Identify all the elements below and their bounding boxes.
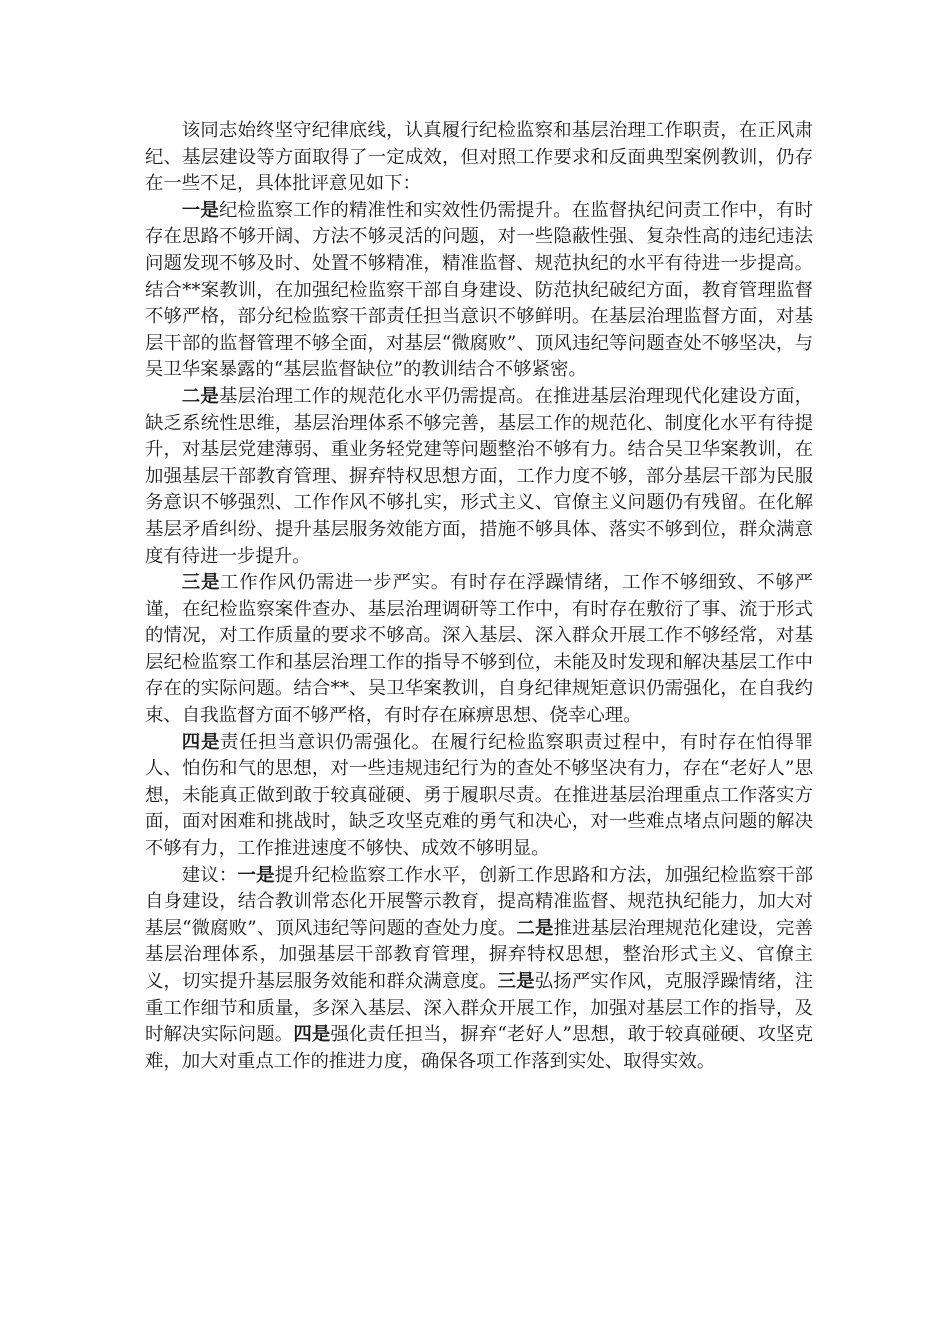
point-text: 基层治理工作的规范化水平仍需提高。在推进基层治理现代化建设方面，缺乏系统性思维，基层治理体系不够完善，基层工作的规范化、制度化水平有待提升，对基层党建薄弱、重业务轻党建等问题整治不够有力。结合吴卫华案教训，在加强基层干部教育管理、摒弃特权思想方面，工作力度不够，部分基层干部为民服务意识不够强烈、工作作风不够扎实，形式主义、官僚主义问题仍有残留。在化解基层矛盾纠纷、提升基层服务效能方面，措施不够具体、落实不够到位，群众满意度有待进一步提升。 <box>145 385 813 567</box>
suggestion-lead: 二是 <box>516 917 554 939</box>
point-lead: 三是 <box>181 572 221 594</box>
criticism-point-4 <box>145 730 813 863</box>
suggestion-lead: 四是 <box>293 1024 331 1046</box>
suggestion-prefix: 建议： <box>181 864 238 886</box>
point-lead: 二是 <box>181 385 219 407</box>
suggestion-text: 推进基层治理规范化建设，完善基层治理体系，加强基层干部教育管理，摒弃特权思想，整治形式主义、官僚主义，切实提升基层服务效能和群众满意度。 <box>145 917 813 992</box>
suggestion-text: 提升纪检监察工作水平，创新工作思路和方法，加强纪检监察干部自身建设，结合教训常态化开展警示教育，提高精准监督、规范执纪能力，加大对基层“微腐败”、顶风违纪等问题的查处力度。 <box>145 864 813 939</box>
intro-paragraph: 该同志始终坚守纪律底线，认真履行纪检监察和基层治理工作职责，在正风肃纪、基层建设等方面取得了一定成效，但对照工作要求和反面典型案例教训，仍存在一些不足，具体批评意见如下： <box>145 120 813 195</box>
suggestion-lead: 三是 <box>497 971 535 992</box>
criticism-point-1 <box>145 198 813 384</box>
criticism-point-3 <box>145 570 813 730</box>
suggestion-lead: 一是 <box>237 864 275 886</box>
point-lead: 四是 <box>181 731 221 753</box>
document-body <box>145 118 813 1075</box>
point-text: 工作作风仍需进一步严实。有时存在浮躁情绪，工作不够细致、不够严谨，在纪检监察案件查办、基层治理调研等工作中，有时存在敷衍了事、流于形式的情况，对工作质量的要求不够高。深入基层、深入群众开展工作不够经常，对基层纪检监察工作和基层治理工作的指导不够到位，未能及时发现和解决基层工作中存在的实际问题。结合**、吴卫华案教训，自身纪律规矩意识仍需强化，在自我约束、自我监督方面不够严格，有时存在麻痹思想、侥幸心理。 <box>145 572 813 727</box>
point-lead: 一是 <box>181 199 219 221</box>
point-text: 纪检监察工作的精准性和实效性仍需提升。在监督执纪问责工作中，有时存在思路不够开阔、方法不够灵活的问题，对一些隐蔽性强、复杂性高的违纪违法问题发现不够及时、处置不够精准，精准监督、规范执纪的水平有待进一步提高。结合**案教训，在加强纪检监察干部自身建设、防范执纪破纪方面，教育管理监督不够严格，部分纪检监察干部责任担当意识不够鲜明。在基层治理监督方面，对基层干部的监督管理不够全面，对基层“微腐败”、顶风违纪等问题查处不够坚决，与吴卫华案暴露的“基层监督缺位”的教训结合不够紧密。 <box>145 199 813 381</box>
suggestion-text: 强化责任担当，摒弃“老好人”思想，敢于较真碰硬、攻坚克难，加大对重点工作的推进力度，确保各项工作落到实处、取得实效。 <box>145 1024 813 1072</box>
suggestion-paragraph <box>145 863 813 1076</box>
suggestion-text: 弘扬严实作风，克服浮躁情绪，注重工作细节和质量，多深入基层、深入群众开展工作，加强对基层工作的指导，及时解决实际问题。 <box>145 971 813 1046</box>
criticism-point-2 <box>145 384 813 570</box>
point-text: 责任担当意识仍需强化。在履行纪检监察职责过程中，有时存在怕得罪人、怕伤和气的思想，对一些违规违纪行为的查处不够坚决有力，存在“老好人”思想，未能真正做到敢于较真碰硬、勇于履职尽责。在推进基层治理重点工作落实方面，面对困难和挑战时，缺乏攻坚克难的勇气和决心，对一些难点堵点问题的解决不够有力，工作推进速度不够快、成效不够明显。 <box>145 731 813 860</box>
